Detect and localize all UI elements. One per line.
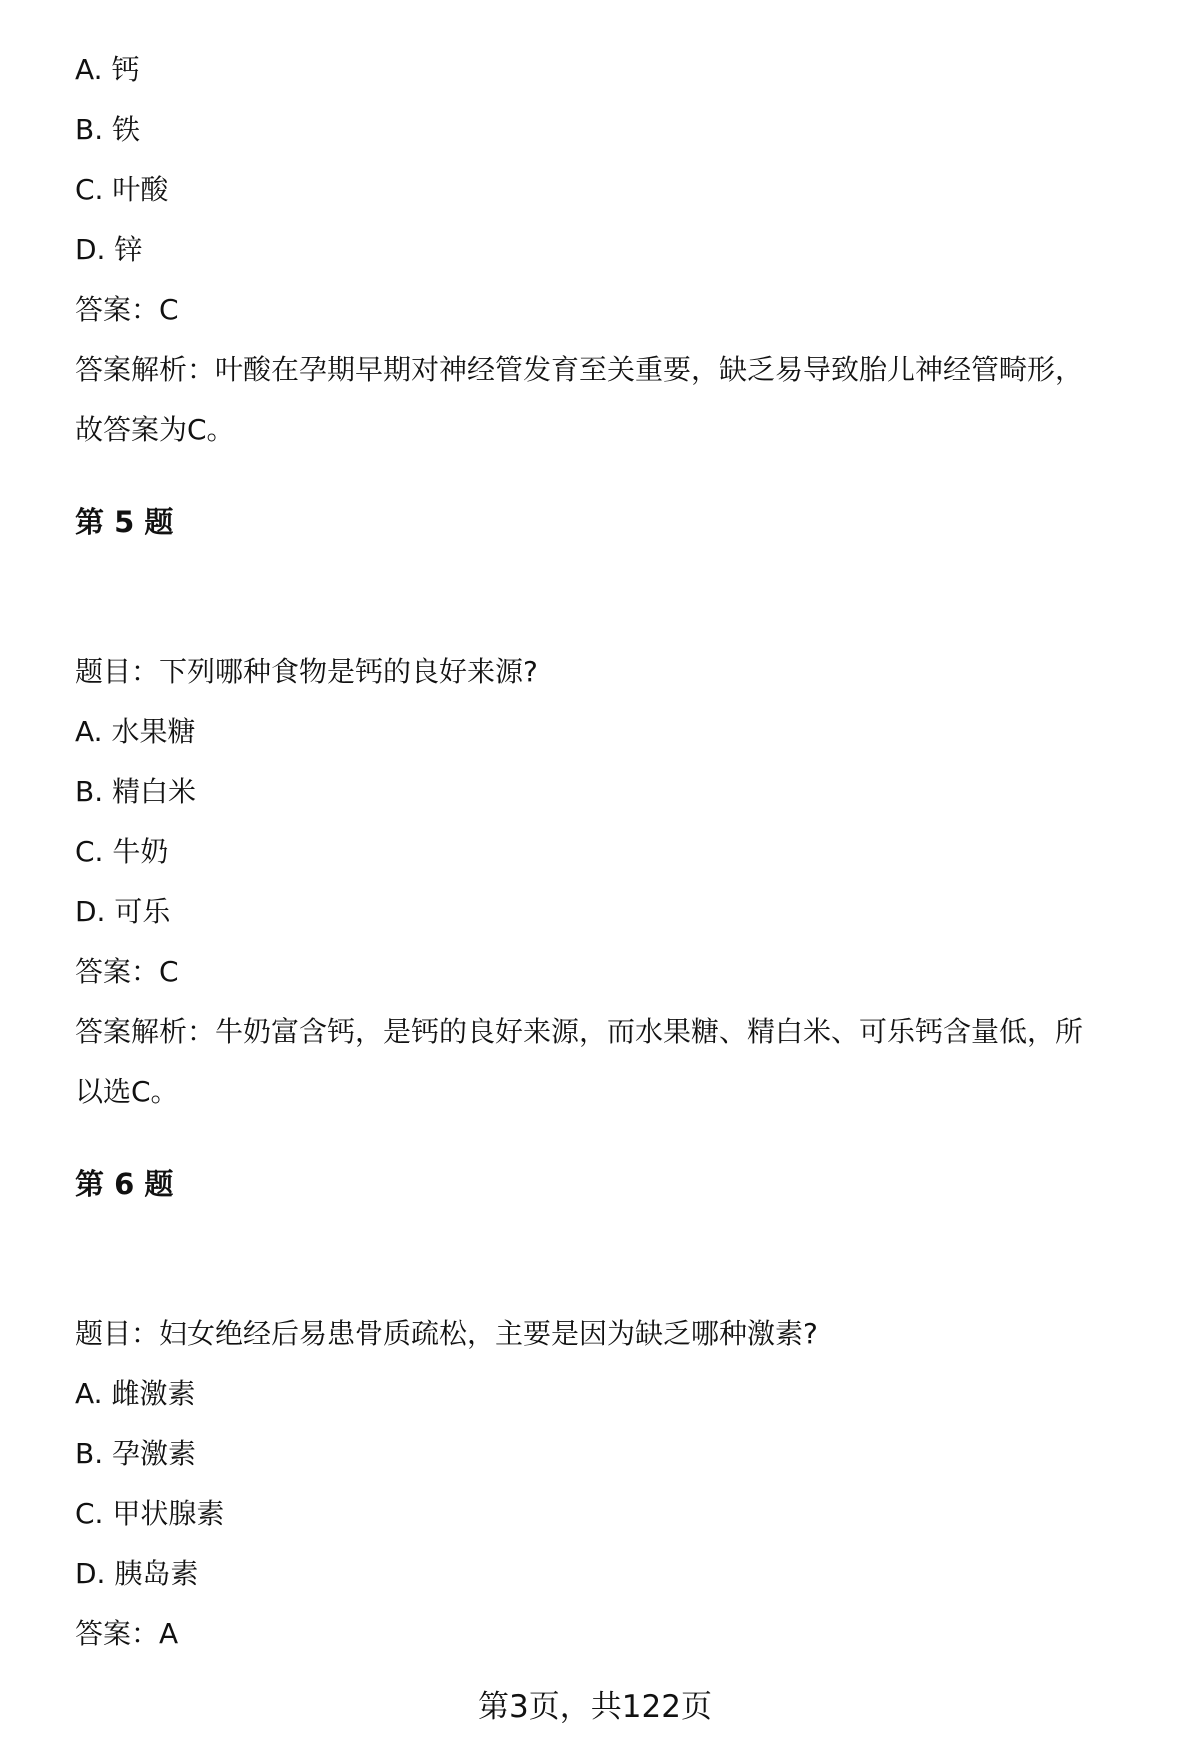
q5-option-a: A. 水果糖 [75,715,196,748]
q4-answer: 答案：C [75,293,179,326]
q4-option-b: B. 铁 [75,113,141,146]
q5-option-d: D. 可乐 [75,895,171,928]
q6-option-a: A. 雌激素 [75,1377,196,1410]
q5-heading: 第 5 题 [75,505,174,539]
q4-option-c: C. 叶酸 [75,173,169,206]
q6-answer: 答案：A [75,1617,179,1650]
q5-explanation-line-1: 答案解析：牛奶富含钙，是钙的良好来源，而水果糖、精白米、可乐钙含量低，所 [75,1015,1084,1048]
q4-explanation-line-1: 答案解析：叶酸在孕期早期对神经管发育至关重要，缺乏易导致胎儿神经管畸形， [75,353,1084,386]
q5-option-b: B. 精白米 [75,775,197,808]
q6-question: 题目：妇女绝经后易患骨质疏松，主要是因为缺乏哪种激素? [75,1317,818,1350]
q6-option-d: D. 胰岛素 [75,1557,199,1590]
q5-option-c: C. 牛奶 [75,835,169,868]
q6-heading: 第 6 题 [75,1167,174,1201]
q4-option-a: A. 钙 [75,53,140,86]
q5-explanation-line-2: 以选C。 [75,1075,179,1108]
page-number-footer: 第3页，共122页 [478,1689,712,1725]
q6-option-b: B. 孕激素 [75,1437,197,1470]
q6-option-c: C. 甲状腺素 [75,1497,225,1530]
q4-explanation-line-2: 故答案为C。 [75,413,235,446]
q5-question: 题目：下列哪种食物是钙的良好来源? [75,655,538,688]
q5-answer: 答案：C [75,955,179,988]
q4-option-d: D. 锌 [75,233,143,266]
